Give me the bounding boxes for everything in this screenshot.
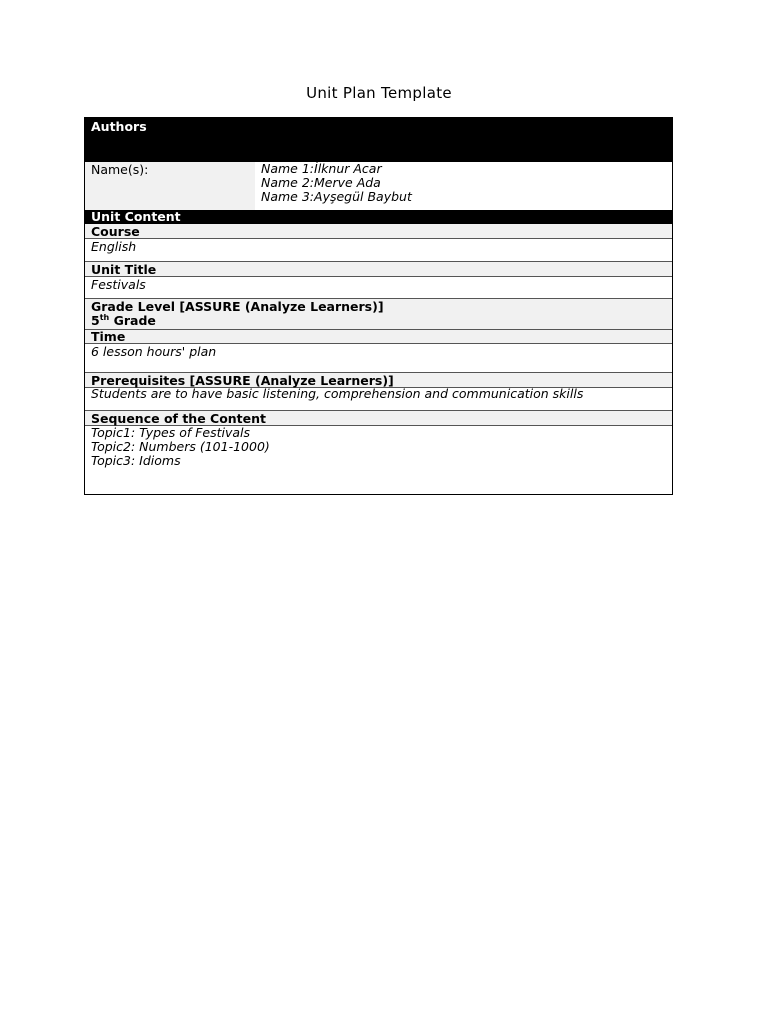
course-label: Course bbox=[91, 224, 140, 239]
course-label-row bbox=[85, 224, 672, 239]
authors-header-row bbox=[85, 118, 672, 162]
prerequisites-label: Prerequisites [ASSURE (Analyze Learners)] bbox=[91, 373, 394, 388]
time-value-row bbox=[85, 344, 672, 373]
grade-number: 5 bbox=[91, 313, 100, 328]
unit-title-value: Festivals bbox=[91, 277, 146, 292]
unit-content-header: Unit Content bbox=[91, 209, 181, 224]
time-label: Time bbox=[91, 329, 126, 344]
names-label-cell bbox=[85, 162, 255, 210]
topics-list bbox=[91, 426, 270, 468]
topic-item: Topic3: Idioms bbox=[91, 453, 181, 468]
names-list bbox=[261, 162, 412, 204]
course-value: English bbox=[91, 239, 137, 254]
time-label-row bbox=[85, 330, 672, 344]
names-row bbox=[85, 162, 672, 210]
names-label: Name(s): bbox=[91, 162, 149, 177]
page-title: Unit Plan Template bbox=[306, 84, 452, 102]
names-value-cell bbox=[255, 162, 672, 210]
time-value: 6 lesson hours' plan bbox=[91, 344, 217, 359]
grade-level-label: Grade Level [ASSURE (Analyze Learners)] bbox=[91, 299, 384, 314]
grade-level-block bbox=[91, 300, 384, 328]
unit-plan-table bbox=[84, 117, 673, 495]
sequence-label: Sequence of the Content bbox=[91, 411, 267, 426]
prerequisites-value: Students are to have basic listening, comprehension and communication skills bbox=[91, 386, 584, 401]
author-name: Name 2:Merve Ada bbox=[261, 175, 381, 190]
course-value-row bbox=[85, 239, 672, 262]
sequence-label-row bbox=[85, 411, 672, 426]
grade-suffix: th bbox=[99, 312, 110, 322]
unit-title-value-row bbox=[85, 277, 672, 299]
prerequisites-value-row bbox=[85, 388, 672, 411]
grade-level-row bbox=[85, 299, 672, 330]
authors-header: Authors bbox=[91, 119, 147, 134]
grade-word: Grade bbox=[113, 313, 156, 328]
unit-title-label: Unit Title bbox=[91, 262, 157, 277]
author-name: Name 3:Ayşegül Baybut bbox=[261, 189, 412, 204]
topic-item: Topic2: Numbers (101-1000) bbox=[91, 439, 270, 454]
unit-title-label-row bbox=[85, 262, 672, 277]
grade-value bbox=[91, 314, 384, 328]
unit-content-header-row bbox=[85, 210, 672, 224]
sequence-value-row bbox=[85, 426, 672, 494]
author-name: Name 1:İlknur Acar bbox=[261, 161, 382, 176]
topic-item: Topic1: Types of Festivals bbox=[91, 425, 251, 440]
